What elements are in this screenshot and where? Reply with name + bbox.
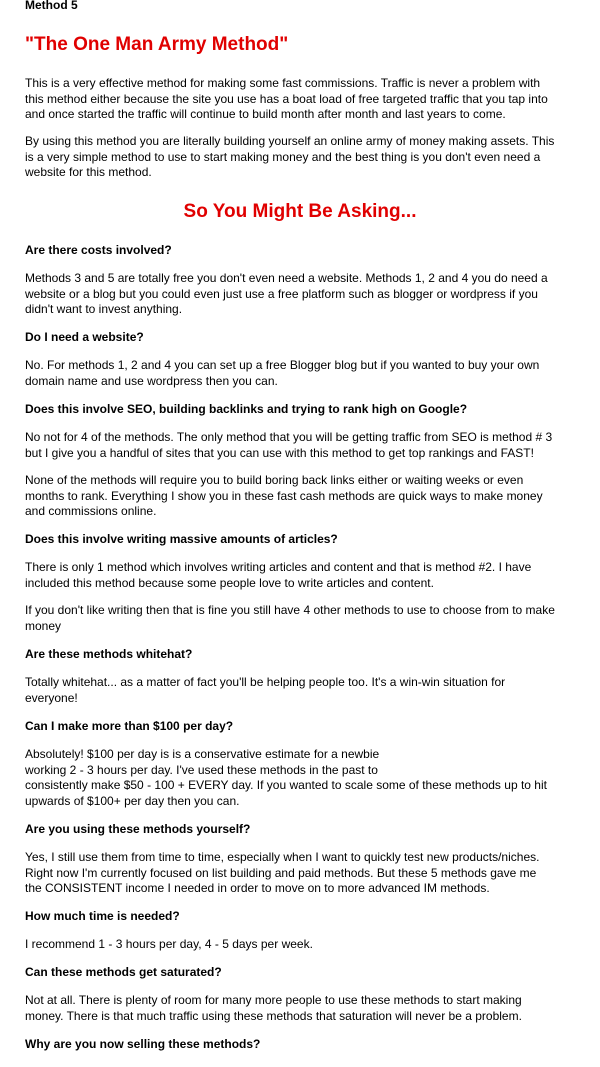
faq-question: Are there costs involved? (25, 243, 172, 257)
faq-answer: Not at all. There is plenty of room for many more people to use these methods to start making money. There is that much traffic using these methods that saturation will never be a problem. (25, 993, 522, 1023)
intro-paragraph-2: By using this method you are literally building yourself an online army of money making assets. This is a very simple method to use to start making money and the best thing is you don't even need a website for this method. (25, 134, 555, 179)
faq-question: Can I make more than $100 per day? (25, 719, 234, 733)
method-label: Method 5 (25, 0, 78, 12)
faq-question: Does this involve writing massive amounts of articles? (25, 532, 338, 546)
faq-question: Does this involve SEO, building backlinks and trying to rank high on Google? (25, 402, 468, 416)
faq-answer: No not for 4 of the methods. The only method that you will be getting traffic from SEO is method # 3 but I give you a handful of sites that you can use with this method to get top rankings and FAST! (25, 430, 553, 460)
faq-question: How much time is needed? (25, 909, 180, 923)
faq-answer: No. For methods 1, 2 and 4 you can set up a free Blogger blog but if you wanted to buy your own domain name and use wordpress then you can. (25, 358, 540, 388)
faq-question: Are you using these methods yourself? (25, 822, 251, 836)
faq-question: Can these methods get saturated? (25, 965, 222, 979)
faq-answer: Yes, I still use them from time to time, especially when I want to quickly test new products/niches. Right now I'm currently focused on list building and paid methods. But these 5 methods gave me the CONSISTENT income I needed in order to move on to more advanced IM methods. (25, 850, 540, 895)
faq-answer: Absolutely! $100 per day is is a conservative estimate for a newbie working 2 - 3 hours per day. I've used these methods in the past to consistently make $50 - 100 + EVERY day. If you wanted to scale some of these methods up to hit upwards of $100+ per day then you can. (25, 747, 547, 808)
faq-answer: Methods 3 and 5 are totally free you don't even need a website. Methods 1, 2 and 4 you do need a website or a blog but you could even just use a free platform such as blogger or wordpress if you didn't want to invest anything. (25, 271, 548, 316)
method-title: "The One Man Army Method" (25, 34, 289, 55)
faq-question: Why are you now selling these methods? (25, 1037, 261, 1051)
faq-answer: I recommend 1 - 3 hours per day, 4 - 5 days per week. (25, 937, 313, 951)
section-title: So You Might Be Asking... (183, 201, 417, 222)
faq-question: Are these methods whitehat? (25, 647, 193, 661)
faq-question: Do I need a website? (25, 330, 144, 344)
faq-answer: There is only 1 method which involves writing articles and content and that is method #2. I have included this method because some people love to write articles and content. (25, 560, 532, 590)
faq-answer: Totally whitehat... as a matter of fact you'll be helping people too. It's a win-win situation for everyone! (25, 675, 506, 705)
faq-answer: None of the methods will require you to build boring back links either or waiting weeks or even months to rank. Everything I show you in these fast cash methods are quick ways to make money and commissions online. (25, 473, 543, 518)
intro-paragraph-1: This is a very effective method for making some fast commissions. Traffic is never a problem with this method either because the site you use has a boat load of free targeted traffic that you tap into and once started the traffic will continue to build month after month and last years to come. (25, 76, 548, 121)
faq-answer: If you don't like writing then that is fine you still have 4 other methods to use to choose from to make money (25, 603, 555, 633)
